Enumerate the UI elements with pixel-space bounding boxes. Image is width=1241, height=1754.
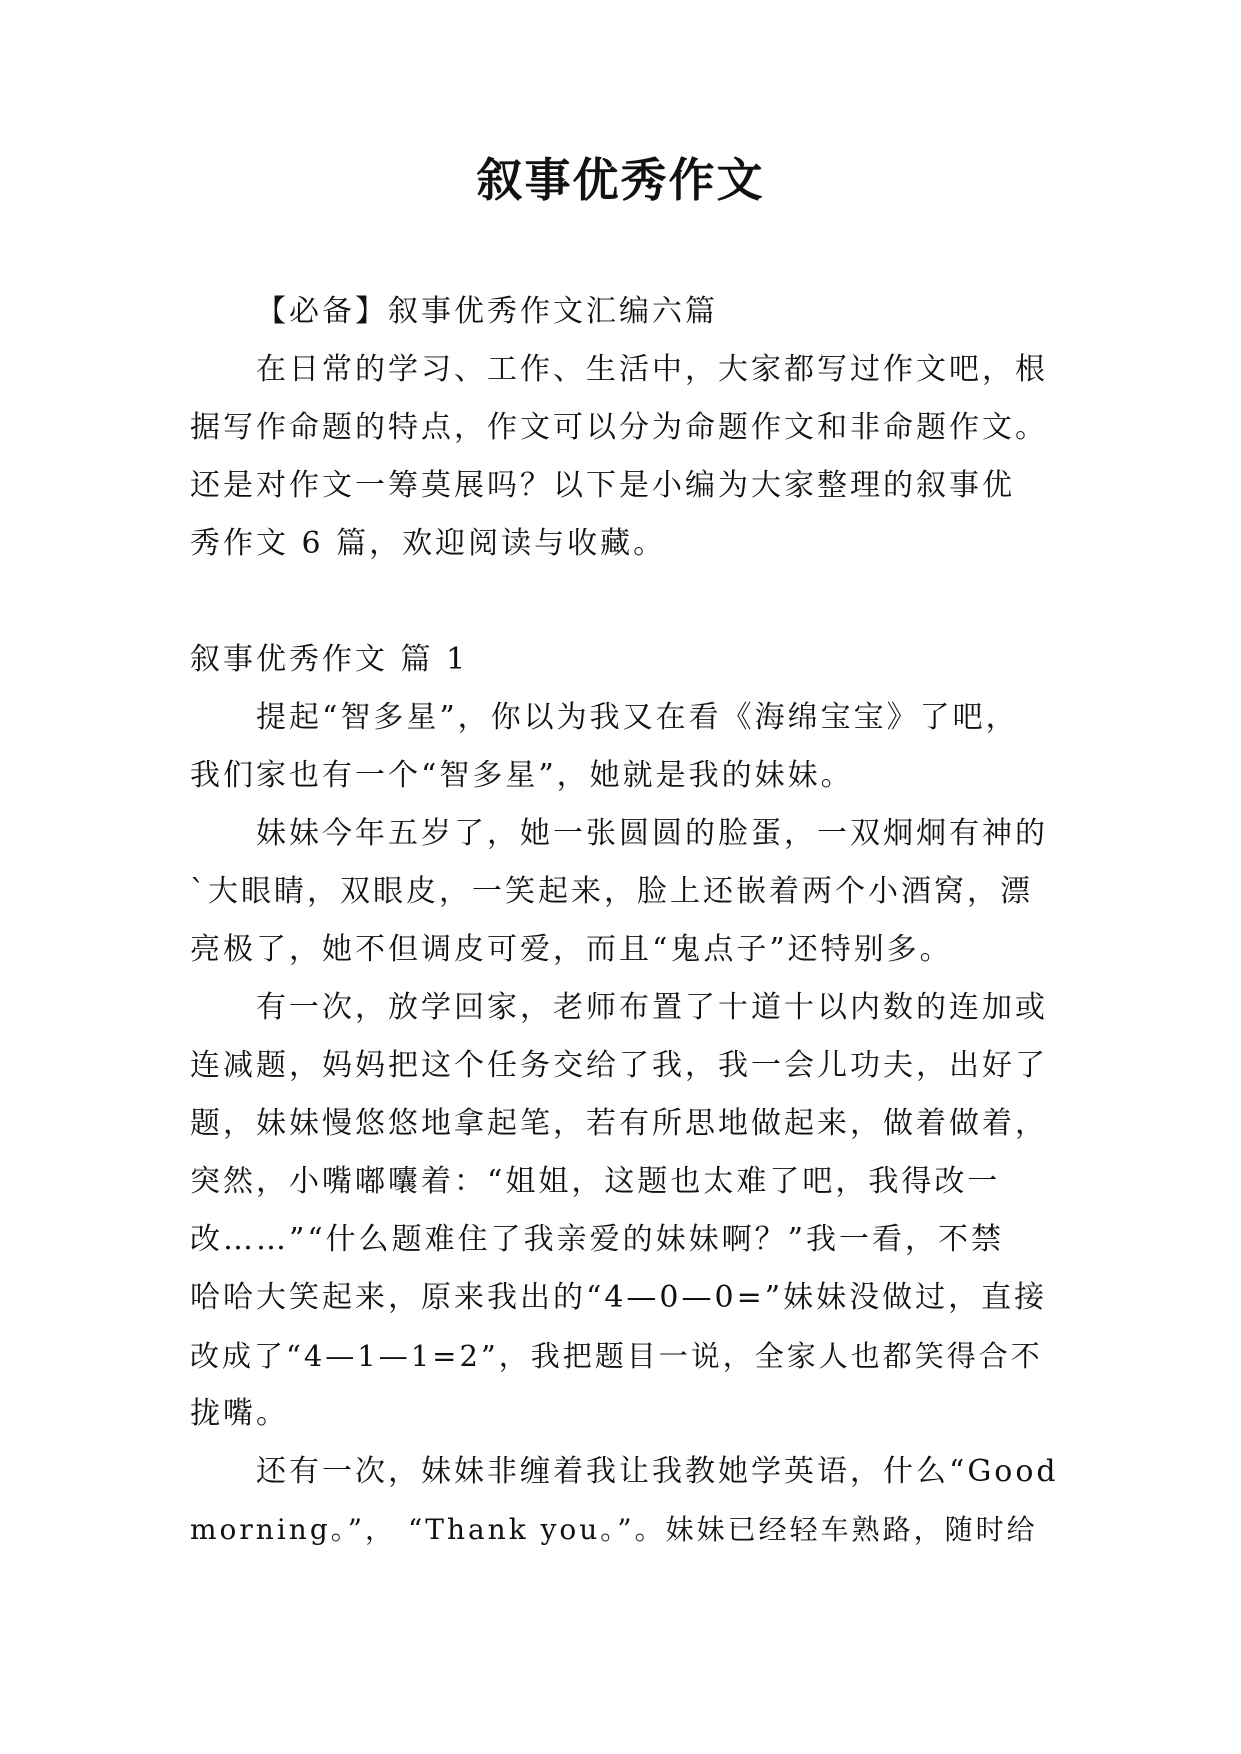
text-line: 拢嘴。	[190, 1396, 289, 1431]
text-line: 妹妹今年五岁了，她一张圆圆的脸蛋，一双炯炯有神的	[256, 816, 1048, 851]
text-line: 【必备】叙事优秀作文汇编六篇	[256, 294, 718, 329]
text-line: 提起“智多星”，你以为我又在看《海绵宝宝》了吧，	[256, 700, 1019, 735]
document-title: 叙事优秀作文	[476, 153, 765, 207]
text-line: 哈哈大笑起来，原来我出的“4—0—0=”妹妹没做过，直接	[190, 1280, 1048, 1315]
text-line: morning。”， “Thank you。”。妹妹已经轻车熟路，随时给	[190, 1513, 1038, 1546]
text-line: 题，妹妹慢悠悠地拿起笔，若有所思地做起来，做着做着，	[190, 1106, 1048, 1141]
text-line: 还是对作文一筹莫展吗？以下是小编为大家整理的叙事优	[190, 468, 1015, 503]
text-line: 改成了“4—1—1=2”，我把题目一说，全家人也都笑得合不	[190, 1339, 1043, 1373]
section-gap	[190, 573, 1062, 631]
text-line: `大眼睛，双眼皮，一笑起来，脸上还嵌着两个小酒窝，漂	[190, 874, 1033, 909]
text-line: 我们家也有一个“智多星”，她就是我的妹妹。	[190, 758, 854, 793]
text-line: 秀作文 6 篇，欢迎阅读与收藏。	[190, 526, 667, 561]
text-line: 叙事优秀作文 篇 1	[190, 642, 469, 677]
text-line: 连减题，妈妈把这个任务交给了我，我一会儿功夫，出好了	[190, 1048, 1048, 1083]
text-line: 亮极了，她不但调皮可爱，而且“鬼点子”还特别多。	[190, 932, 953, 967]
text-line: 改……”“什么题难住了我亲爱的妹妹啊？”我一看，不禁	[190, 1222, 1005, 1257]
text-line: 据写作命题的特点，作文可以分为命题作文和非命题作文。	[190, 410, 1048, 445]
text-line: 在日常的学习、工作、生活中，大家都写过作文吧，根	[256, 352, 1048, 387]
text-line: 还有一次，妹妹非缠着我让我教她学英语，什么“Good	[256, 1454, 1059, 1489]
document-body	[190, 283, 1062, 1559]
text-line: 有一次，放学回家，老师布置了十道十以内数的连加或	[256, 990, 1048, 1025]
text-line: 突然，小嘴嘟囔着：“姐姐，这题也太难了吧，我得改一	[190, 1164, 1001, 1199]
